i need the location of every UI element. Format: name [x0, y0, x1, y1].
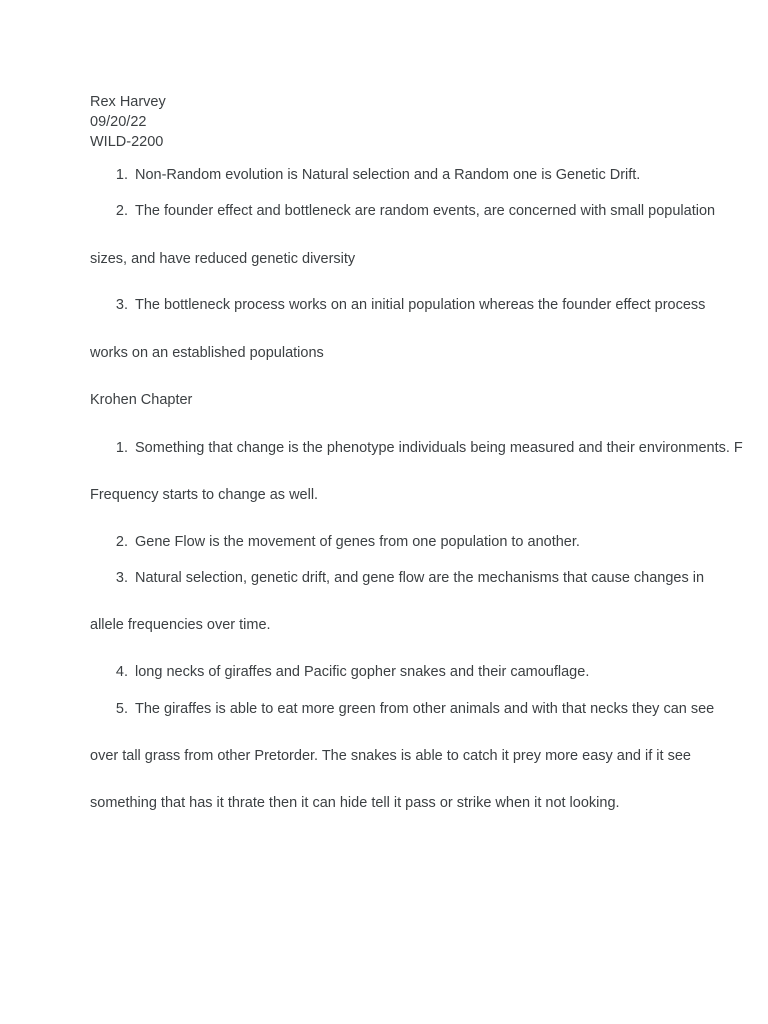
list-item-text: The giraffes is able to eat more green from other animals and with that necks they can see: [135, 701, 715, 717]
author-name: Rex Harvey: [90, 94, 166, 110]
list-number: 2.: [115, 534, 128, 550]
list-item-continuation: over tall grass from other Pretorder. The snakes is able to catch it prey more easy and if it see: [90, 748, 691, 764]
list-number: 3.: [115, 297, 128, 313]
list-item-continuation: Frequency starts to change as well.: [90, 487, 319, 503]
list-number: 2.: [115, 203, 128, 219]
list-number: 5.: [115, 701, 128, 717]
list-item-text: Something that change is the phenotype individuals being measured and their environments. F: [135, 440, 743, 456]
list-item-continuation: works on an established populations: [90, 345, 324, 361]
list-item-continuation: something that has it thrate then it can hide tell it pass or strike when it not looking.: [90, 795, 620, 811]
list-item-continuation: allele frequencies over time.: [90, 617, 271, 633]
course-code: WILD-2200: [90, 134, 164, 150]
list-item-text: Gene Flow is the movement of genes from one population to another.: [135, 534, 580, 550]
list-number: 3.: [115, 570, 128, 586]
list-number: 1.: [115, 167, 128, 183]
assignment-date: 09/20/22: [90, 114, 147, 130]
list-number: 4.: [115, 664, 128, 680]
section-heading: Krohen Chapter: [90, 392, 193, 408]
list-item-text: The bottleneck process works on an initial population whereas the founder effect process: [135, 297, 706, 313]
list-item-continuation: sizes, and have reduced genetic diversity: [90, 251, 356, 267]
list-item-text: Non-Random evolution is Natural selection and a Random one is Genetic Drift.: [135, 167, 641, 183]
list-item-text: Natural selection, genetic drift, and gene flow are the mechanisms that cause changes in: [135, 570, 705, 586]
list-item-text: The founder effect and bottleneck are random events, are concerned with small population: [135, 203, 716, 219]
list-number: 1.: [115, 440, 128, 456]
list-item-text: long necks of giraffes and Pacific gopher snakes and their camouflage.: [135, 664, 590, 680]
